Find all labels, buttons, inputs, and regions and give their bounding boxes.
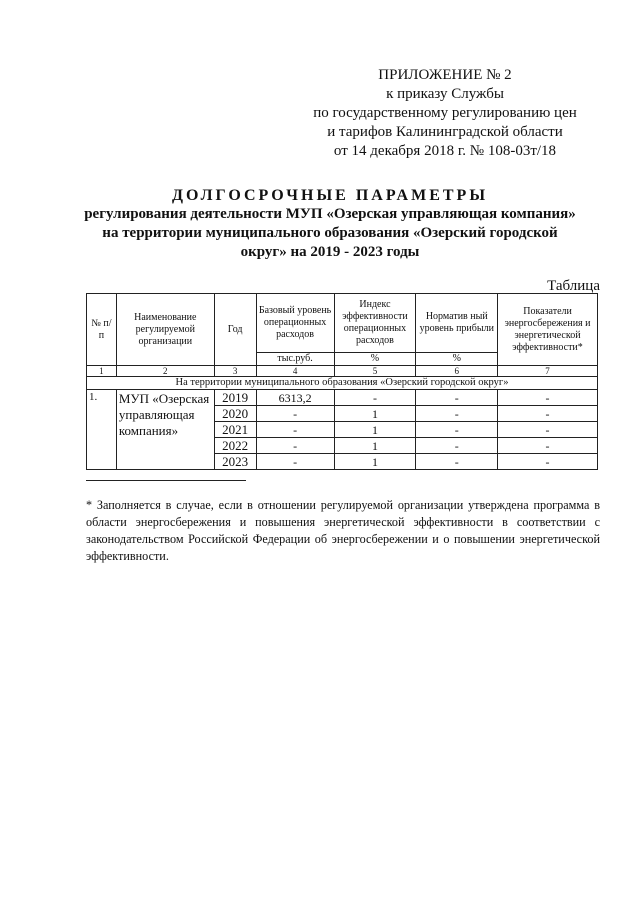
appendix-header [290,66,600,161]
efficiency-index-cell: 1 [334,438,416,454]
row-number: 1. [87,390,117,470]
header-number: № п/п [87,294,117,366]
profit-level-cell: - [416,454,498,470]
header-profit-level: Норматив ный уровень прибыли [416,294,498,353]
footnote-divider [86,480,246,481]
year-cell: 2023 [214,454,256,470]
territory-row [87,377,598,390]
territory-label: На территории муниципального образования «Озерский городской округ» [87,377,598,390]
title-line-3: на территории муниципального образования «Озерский городской [102,225,558,241]
header-row [87,294,598,353]
year-cell: 2019 [214,390,256,406]
base-level-cell: - [256,422,334,438]
title-line-4: округ» на 2019 - 2023 годы [240,244,420,260]
header-year: Год [214,294,256,366]
energy-saving-cell: - [498,454,598,470]
profit-level-cell: - [416,422,498,438]
column-number: 4 [256,366,334,377]
efficiency-index-cell: - [334,390,416,406]
column-number: 1 [87,366,117,377]
energy-saving-cell: - [498,438,598,454]
profit-level-cell: - [416,406,498,422]
base-level-cell: - [256,406,334,422]
column-number: 6 [416,366,498,377]
column-numbers-row [87,366,598,377]
efficiency-index-cell: 1 [334,454,416,470]
energy-saving-cell: - [498,422,598,438]
header-organization: Наименование регулируемой организации [116,294,214,366]
unit-profit: % [416,353,498,366]
header-energy-saving: Показатели энергосбережения и энергетической эффективности* [498,294,598,366]
column-number: 5 [334,366,416,377]
year-cell: 2022 [214,438,256,454]
efficiency-index-cell: 1 [334,406,416,422]
table-label: Таблица [547,278,600,294]
title-main: ДОЛГОСРОЧНЫЕ ПАРАМЕТРЫ [171,187,489,204]
appendix-date-line: от 14 декабря 2018 г. № 108-03т/18 [333,143,557,159]
header-base-level: Базовый уровень операционных расходов [256,294,334,353]
year-cell: 2021 [214,422,256,438]
column-number: 7 [498,366,598,377]
header-efficiency-index: Индекс эффективности операционных расходов [334,294,416,353]
appendix-order-line: к приказу Службы [386,86,504,102]
profit-level-cell: - [416,390,498,406]
base-level-cell: - [256,454,334,470]
energy-saving-cell: - [498,390,598,406]
base-level-cell: - [256,438,334,454]
parameters-table [86,293,598,470]
organization-name: МУП «Озерская управляющая компания» [116,390,214,470]
energy-saving-cell: - [498,406,598,422]
year-cell: 2020 [214,406,256,422]
table-row [87,390,598,406]
document-title [60,186,600,262]
column-number: 3 [214,366,256,377]
base-level-cell: 6313,2 [256,390,334,406]
appendix-agency-line: по государственному регулированию цен [313,105,577,121]
unit-base: тыс.руб. [256,353,334,366]
column-number: 2 [116,366,214,377]
unit-index: % [334,353,416,366]
efficiency-index-cell: 1 [334,422,416,438]
title-line-2: регулирования деятельности МУП «Озерская управляющая компания» [84,206,576,222]
appendix-region-line: и тарифов Калининградской области [327,124,563,140]
appendix-number: ПРИЛОЖЕНИЕ № 2 [378,67,512,83]
footnote: * Заполняется в случае, если в отношении регулируемой организации утверждена программа в области энергосбережения и повышения энергетической эффективности в соответствии с законодательством Российской Федерации об энергосбережении и о повышении энергетической эффективности. [86,498,600,563]
profit-level-cell: - [416,438,498,454]
